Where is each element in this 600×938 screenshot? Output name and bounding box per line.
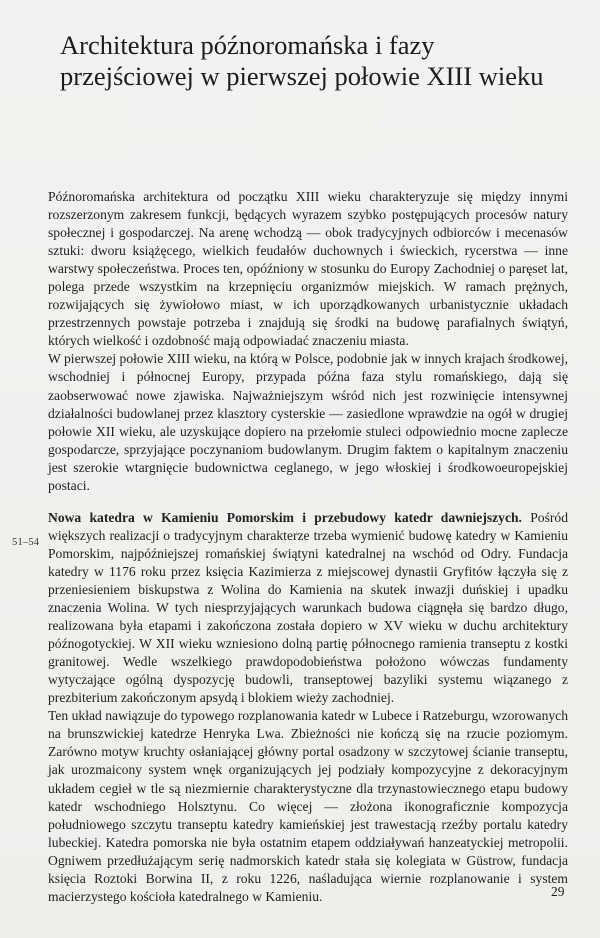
paragraph-3	[48, 509, 568, 708]
title-line-2: przejściowej w pierwszej połowie XIII wieku	[60, 61, 544, 91]
page-title	[60, 30, 580, 92]
paragraph-4: Ten układ nawiązuje do typowego rozplanowania katedr w Lubece i Ratzeburgu, wzorowanych na brunszwickiej katedrze Henryka Lwa. Zbieżności nie kończą się na rzucie poziomym. Zarówno motyw kruchty osłaniającej główny portal osadzony w szczytowej ścianie transeptu, jak urozmaicony system wnęk organizujących jej podziały kompozycyjne z dekoracyjnym układem cegieł w tle są niezmiernie charakterystyczne dla trzynastowiecznego etapu budowy katedr wschodniego Holsztynu. Co więcej — złożona ikonograficznie kompozycja południowego szczytu transeptu katedry kamieńskiej jest trawestacją rzeźby portalu katedry lubeckiej. Katedra pomorska nie była ostatnim etapem oddziaływań hanzeatyckiej metropolii. Ogniwem przedłużającym serię nadmorskich katedr stała się kolegiata w Güstrow, fundacja księcia Roztoki Borwina II, z roku 1226, naśladująca wiernie rozplanowanie i system macierzystego kościoła katedralnego w Kamieniu.	[48, 708, 568, 904]
margin-figure-reference: 51–54	[12, 537, 40, 548]
paragraph-1: Późnoromańska architektura od początku XIII wieku charakteryzuje się między innymi rozszerzonym zakresem funkcji, będących wyrazem szybko postępujących procesów natury społecznej i gospodarczej. Na arenę wchodzą — obok tradycyjnych odbiorców i mecenasów sztuki: dworu książęcego, wielkich feudałów duchownych i świeckich, rycerstwa — inne warstwy społeczeństwa. Proces ten, opóźniony w stosunku do Europy Zachodniej o paręset lat, polega przede wszystkim na krzepnięciu organizmów miejskich. W ramach prężnych, rozwijających się żywiołowo miast, w ich uporządkowanych urbanistycznie układach przestrzennych powstaje potrzeba i znajdują się środki na budowę parafialnych świątyń, których wielkość i ozdobność mają odpowiadać znaczeniu miasta.	[48, 189, 568, 349]
page-number: 29	[551, 884, 565, 899]
section-heading: Nowa katedra w Kamieniu Pomorskim i przebudowy katedr dawniejszych.	[48, 509, 522, 525]
title-line-1: Architektura późnoromańska i fazy	[60, 30, 435, 60]
paragraph-2: W pierwszej połowie XIII wieku, na którą w Polsce, podobnie jak w innych krajach środkowej, wschodniej i północnej Europy, przypada późna faza stylu romańskiego, dają się zaobserwować nowe zjawiska. Najważniejszym wśród nich jest rozwinięcie intensywnej działalności budowlanej przez klasztory cysterskie — zasiedlone wprawdzie na ogół w drugiej połowie XII wieku, ale uzyskujące dopiero na przełomie stuleci odpowiednio mocne zaplecze gospodarcze, sprzyjające poczynaniom budowlanym. Drugim faktem o kapitalnym znaczeniu jest szerokie wtargnięcie budownictwa ceglanego, w jego włoskiej i środkowoeuropejskiej postaci.	[48, 351, 568, 493]
body-text	[48, 188, 568, 906]
paragraph-3-text: Pośród większych realizacji o tradycyjnym charakterze trzeba wymienić budowę katedry w Kamieniu Pomorskim, najpóźniejszej romańskiej świątyni katedralnej na wschód od Odry. Fundacja katedry w 1176 roku przez księcia Kazimierza z miejscowej dynastii Gryfitów łączyła się z przeniesieniem biskupstwa z Wolina do Kamienia na skutek inwazji duńskiej i upadku znaczenia Wolina. W tych niesprzyjających warunkach budowa ciągnęła się bardzo długo, realizowana była etapami i zakończona została dopiero w XV wieku w duchu architektury późnogotyckiej. W XII wieku wzniesiono dolną partię północnego ramienia transeptu z kostki granitowej. Wedle wszelkiego prawdopodobieństwa położono wówczas fundamenty wytyczające ogólną dyspozycję budowli, transeptowej bazyliki systemu wiązanego z prezbiterium zakończonym apsydą i blokiem wieży zachodniej.	[48, 509, 568, 706]
section-gap	[48, 495, 568, 509]
